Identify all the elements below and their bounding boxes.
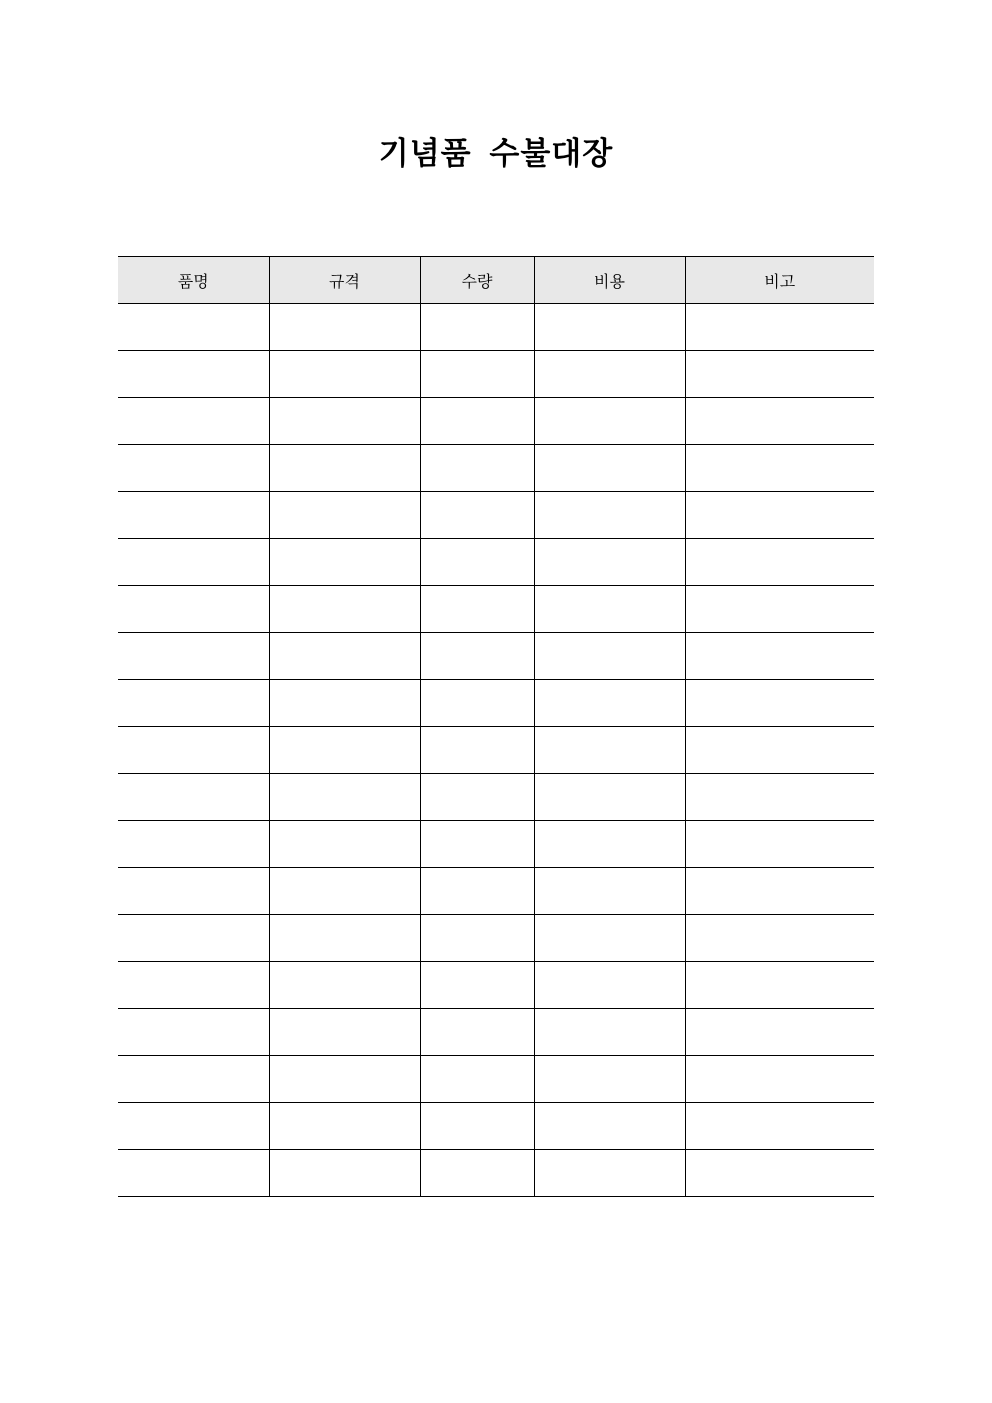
table-row — [118, 821, 874, 868]
cost-cell — [534, 962, 685, 1009]
spec-cell — [269, 539, 420, 586]
cost-cell — [534, 1009, 685, 1056]
quantity-cell — [420, 633, 534, 680]
spec-cell — [269, 680, 420, 727]
cost-cell — [534, 915, 685, 962]
quantity-cell — [420, 774, 534, 821]
spec-cell — [269, 1150, 420, 1197]
cost-cell — [534, 680, 685, 727]
cost-cell — [534, 821, 685, 868]
item-name-cell — [118, 586, 269, 633]
cost-cell — [534, 727, 685, 774]
remarks-cell — [685, 586, 874, 633]
quantity-cell — [420, 680, 534, 727]
cost-cell — [534, 445, 685, 492]
quantity-cell — [420, 304, 534, 351]
spec-cell — [269, 868, 420, 915]
spec-cell — [269, 351, 420, 398]
remarks-cell — [685, 774, 874, 821]
spec-cell — [269, 962, 420, 1009]
item-name-cell — [118, 633, 269, 680]
spec-cell — [269, 774, 420, 821]
remarks-cell — [685, 727, 874, 774]
item-name-cell — [118, 1056, 269, 1103]
page-title: 기념품 수불대장 — [378, 136, 614, 172]
header-cost: 비용 — [534, 257, 685, 304]
table-row — [118, 539, 874, 586]
item-name-cell — [118, 539, 269, 586]
item-name-cell — [118, 962, 269, 1009]
table-row — [118, 398, 874, 445]
table-row — [118, 868, 874, 915]
spec-cell — [269, 727, 420, 774]
cost-cell — [534, 398, 685, 445]
remarks-cell — [685, 1009, 874, 1056]
item-name-cell — [118, 1009, 269, 1056]
item-name-cell — [118, 304, 269, 351]
quantity-cell — [420, 445, 534, 492]
remarks-cell — [685, 962, 874, 1009]
remarks-cell — [685, 680, 874, 727]
spec-cell — [269, 304, 420, 351]
spec-cell — [269, 586, 420, 633]
remarks-cell — [685, 539, 874, 586]
spec-cell — [269, 1103, 420, 1150]
table-row — [118, 1103, 874, 1150]
cost-cell — [534, 351, 685, 398]
table-row — [118, 727, 874, 774]
item-name-cell — [118, 1103, 269, 1150]
cost-cell — [534, 1150, 685, 1197]
quantity-cell — [420, 398, 534, 445]
quantity-cell — [420, 492, 534, 539]
item-name-cell — [118, 774, 269, 821]
spec-cell — [269, 633, 420, 680]
item-name-cell — [118, 915, 269, 962]
quantity-cell — [420, 727, 534, 774]
item-name-cell — [118, 351, 269, 398]
cost-cell — [534, 304, 685, 351]
spec-cell — [269, 398, 420, 445]
cost-cell — [534, 586, 685, 633]
item-name-cell — [118, 821, 269, 868]
table-row — [118, 351, 874, 398]
quantity-cell — [420, 962, 534, 1009]
item-name-cell — [118, 1150, 269, 1197]
ledger-table — [118, 256, 874, 1197]
spec-cell — [269, 821, 420, 868]
quantity-cell — [420, 1103, 534, 1150]
quantity-cell — [420, 586, 534, 633]
remarks-cell — [685, 1150, 874, 1197]
item-name-cell — [118, 398, 269, 445]
quantity-cell — [420, 1150, 534, 1197]
remarks-cell — [685, 445, 874, 492]
quantity-cell — [420, 915, 534, 962]
remarks-cell — [685, 1103, 874, 1150]
header-quantity: 수량 — [420, 257, 534, 304]
cost-cell — [534, 633, 685, 680]
table-row — [118, 1150, 874, 1197]
item-name-cell — [118, 868, 269, 915]
spec-cell — [269, 915, 420, 962]
ledger-body — [118, 304, 874, 1197]
item-name-cell — [118, 445, 269, 492]
table-row — [118, 492, 874, 539]
remarks-cell — [685, 915, 874, 962]
table-row — [118, 633, 874, 680]
table-row — [118, 304, 874, 351]
spec-cell — [269, 445, 420, 492]
header-remarks: 비고 — [685, 257, 874, 304]
item-name-cell — [118, 727, 269, 774]
header-row — [118, 257, 874, 304]
remarks-cell — [685, 351, 874, 398]
quantity-cell — [420, 351, 534, 398]
table-row — [118, 680, 874, 727]
table-row — [118, 774, 874, 821]
remarks-cell — [685, 398, 874, 445]
remarks-cell — [685, 304, 874, 351]
table-row — [118, 1009, 874, 1056]
quantity-cell — [420, 868, 534, 915]
quantity-cell — [420, 1056, 534, 1103]
item-name-cell — [118, 492, 269, 539]
cost-cell — [534, 1056, 685, 1103]
remarks-cell — [685, 633, 874, 680]
spec-cell — [269, 1009, 420, 1056]
quantity-cell — [420, 821, 534, 868]
remarks-cell — [685, 868, 874, 915]
header-item-name: 품명 — [118, 257, 269, 304]
remarks-cell — [685, 821, 874, 868]
remarks-cell — [685, 492, 874, 539]
spec-cell — [269, 492, 420, 539]
table-row — [118, 586, 874, 633]
table-row — [118, 445, 874, 492]
cost-cell — [534, 539, 685, 586]
cost-cell — [534, 774, 685, 821]
table-row — [118, 962, 874, 1009]
header-spec: 규격 — [269, 257, 420, 304]
quantity-cell — [420, 539, 534, 586]
table-row — [118, 1056, 874, 1103]
spec-cell — [269, 1056, 420, 1103]
table-row — [118, 915, 874, 962]
remarks-cell — [685, 1056, 874, 1103]
cost-cell — [534, 492, 685, 539]
cost-cell — [534, 1103, 685, 1150]
item-name-cell — [118, 680, 269, 727]
quantity-cell — [420, 1009, 534, 1056]
cost-cell — [534, 868, 685, 915]
